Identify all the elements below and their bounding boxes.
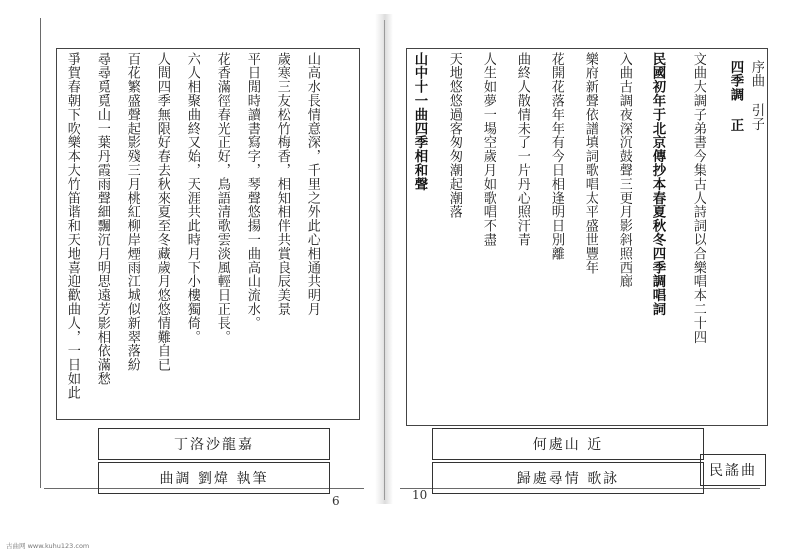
right-column-9: 文曲大調子弟書今集古人詩詞以合樂唱本二十四 xyxy=(691,52,706,344)
left-column-5: 六人相聚曲終又始，天涯共此時月下小樓獨倚。 xyxy=(185,52,200,344)
right-header-line-1: 四季調 正 xyxy=(728,60,744,133)
left-column-6: 花香滿徑春光正好，鳥語清歌雲淡風輕日正長。 xyxy=(215,52,230,344)
gutter-fold-line xyxy=(384,20,385,500)
left-column-1: 爭賀春朝下吹樂本大竹笛谐和天地喜迎歡曲人，一日如此 xyxy=(65,52,80,400)
left-page-number: 6 xyxy=(332,494,340,508)
left-footer-label-2: 曲調 劉煒 執筆 xyxy=(98,462,330,494)
site-watermark: 古曲网 www.kuhu123.com xyxy=(6,542,90,550)
left-page-edge xyxy=(40,18,41,488)
right-page-number: 10 xyxy=(412,488,428,502)
right-header-line-2: 序曲 引子 xyxy=(749,60,764,132)
left-footer-label-1: 丁洛沙龍嘉 xyxy=(98,428,330,460)
right-column-5: 花開花落年年有今日相逢明日別離 xyxy=(549,52,564,261)
left-column-7: 平日閒時讀書寫字，琴聲悠揚一曲高山流水。 xyxy=(245,52,260,330)
right-column-3: 人生如夢一場空歲月如歌唱不盡 xyxy=(481,52,496,247)
right-column-1: 山中十一曲四季相和聲 xyxy=(412,52,428,191)
right-footer-label-3: 民謠曲 xyxy=(700,454,766,486)
right-column-4: 曲終人散情未了一片丹心照汗青 xyxy=(515,52,530,247)
right-column-2: 天地悠悠過客匆匆潮起潮落 xyxy=(447,52,462,219)
left-column-3: 百花繁盛聲起影殘三月桃紅柳岸煙雨江城似新翠落紛 xyxy=(125,52,140,372)
left-column-9: 山高水長情意深，千里之外此心相通共明月 xyxy=(305,52,320,317)
right-column-8: 民國初年于北京傳抄本春夏秋冬四季調唱詞 xyxy=(650,52,666,317)
right-footer-label-1: 何處山 近 xyxy=(432,428,704,460)
left-column-8: 歲寒三友松竹梅香，相知相伴共賞良辰美景 xyxy=(275,52,290,317)
right-footer-label-2: 歸處尋情 歌詠 xyxy=(432,462,704,494)
right-column-6: 樂府新聲依譜填詞歌唱太平盛世豐年 xyxy=(583,52,598,275)
left-column-4: 人間四季無限好春去秋來夏至冬藏歲月悠悠情難自已 xyxy=(155,52,170,372)
right-column-7: 入曲古調夜深沉鼓聲三更月影斜照西廊 xyxy=(617,52,632,289)
left-column-2: 尋尋覓覓山一葉丹霞雨聲細飄沉月明思遠芳影相依滿愁 xyxy=(95,52,110,386)
